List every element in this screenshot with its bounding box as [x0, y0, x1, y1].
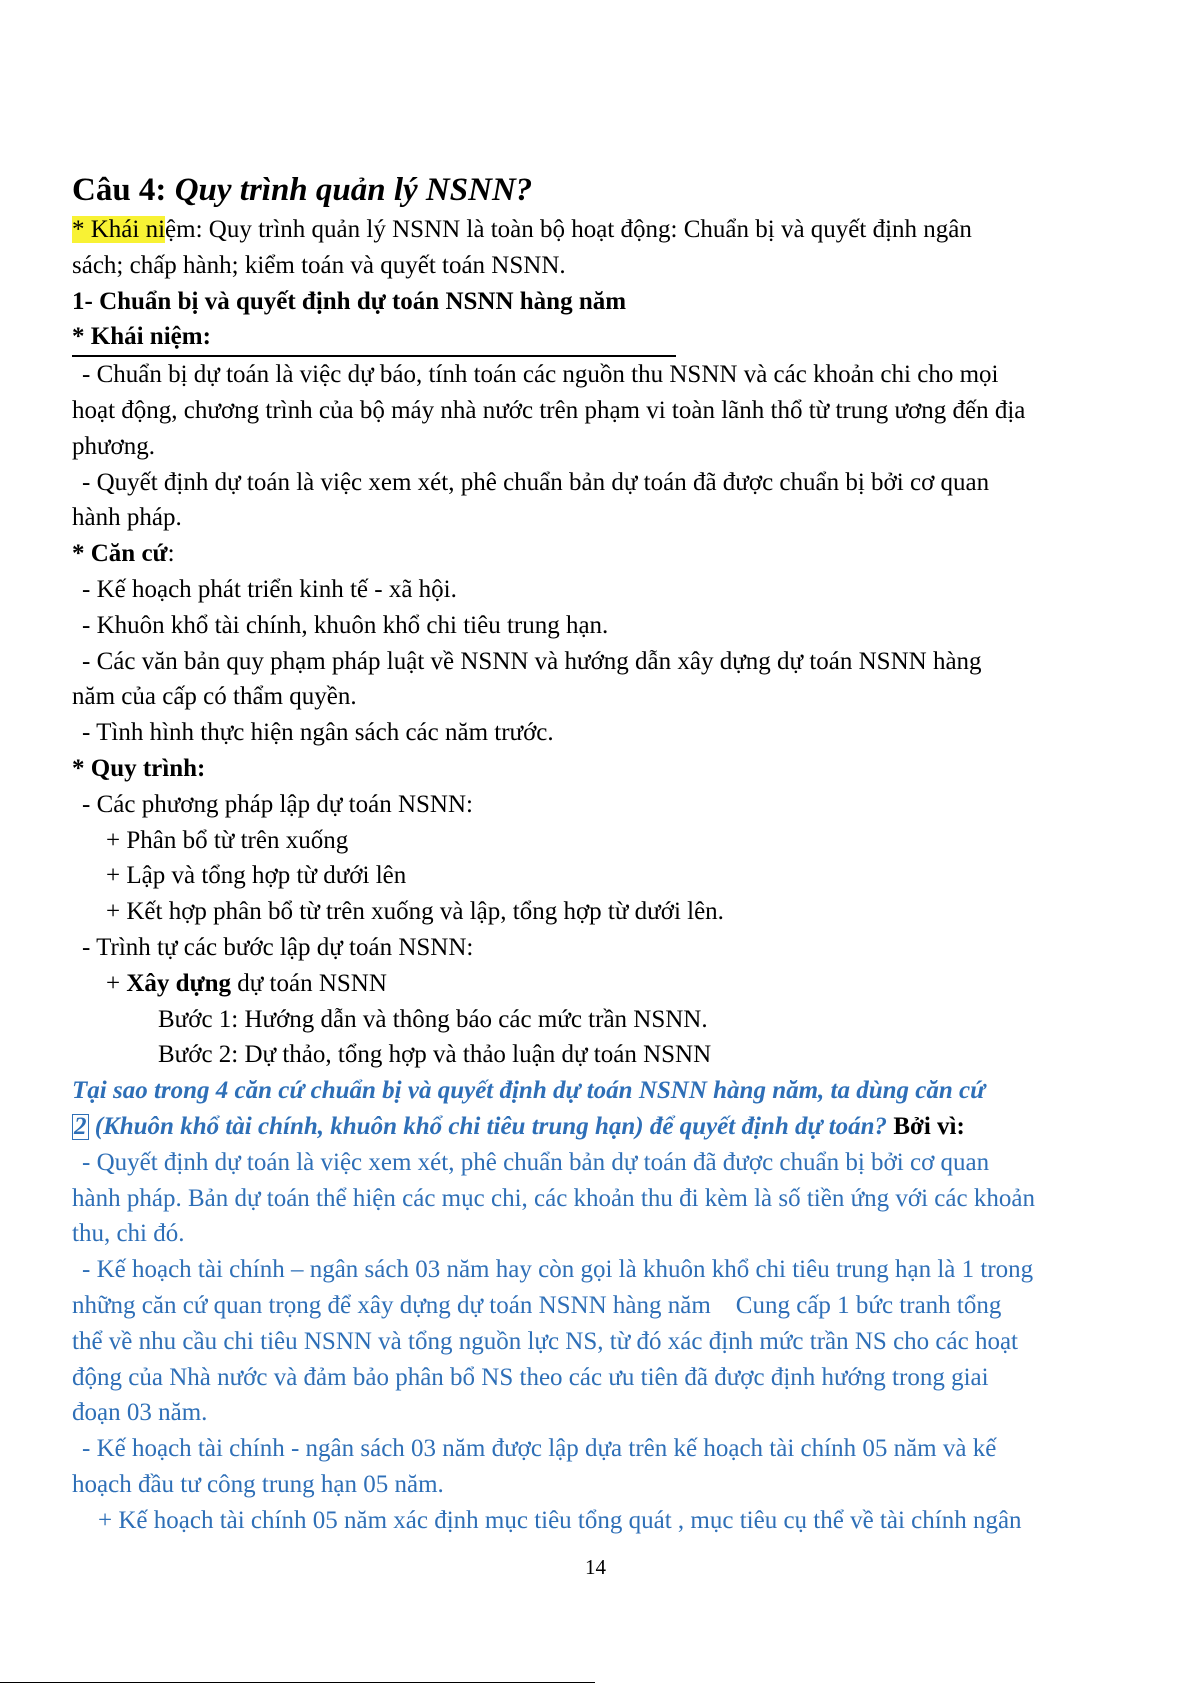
build-rest: dự toán NSNN [230, 969, 387, 997]
answer-line: - Quyết định dự toán là việc xem xét, phê chuẩn bản dự toán đã được chuẩn bị bởi cơ quan [82, 1148, 990, 1176]
concept-line: hành pháp. [72, 504, 182, 532]
question-line-2 [72, 1109, 1132, 1145]
question-line-1: Tại sao trong 4 căn cứ chuẩn bị và quyết định dự toán NSNN hàng năm, ta dùng căn cứ [72, 1077, 986, 1105]
methods-title: - Các phương pháp lập dự toán NSNN: [82, 790, 473, 818]
method-item: + Lập và tổng hợp từ dưới lên [106, 862, 407, 890]
document-page [72, 168, 1132, 1538]
basis-line: - Tình hình thực hiện ngân sách các năm trước. [82, 719, 554, 747]
intro-line-2: sách; chấp hành; kiểm toán và quyết toán NSNN. [72, 251, 566, 279]
build-bold: Xây dựng [126, 969, 231, 997]
method-item: + Phân bổ từ trên xuống [106, 826, 349, 854]
answer-line: đoạn 03 năm. [72, 1399, 208, 1427]
concept-line: hoạt động, chương trình của bộ máy nhà nước trên phạm vi toàn lãnh thổ từ trung ương đến địa [72, 396, 1026, 424]
page-number: 14 [585, 1555, 606, 1579]
question-number-box: 2 [74, 1112, 87, 1140]
concept-label-text: * Khái niệm: [72, 319, 676, 357]
answer-line: những căn cứ quan trọng để xây dựng dự toán NSNN hàng năm Cung cấp 1 bức tranh tổng [72, 1291, 1002, 1319]
intro-text: ệm: Quy trình quản lý NSNN là toàn bộ hoạt động: Chuẩn bị và quyết định ngân [165, 216, 972, 243]
concept-line: - Quyết định dự toán là việc xem xét, phê chuẩn bản dự toán đã được chuẩn bị bởi cơ quan [82, 468, 990, 496]
build-line [72, 966, 1132, 1002]
footer-divider [0, 1682, 595, 1683]
basis-label [72, 536, 1132, 572]
concept-label [72, 319, 1132, 357]
answer-line: thể về nhu cầu chi tiêu NSNN và tổng nguồn lực NS, từ đó xác định mức trần NS cho các hoạt [72, 1327, 1018, 1355]
step-item: Bước 2: Dự thảo, tổng hợp và thảo luận dự toán NSNN [158, 1041, 712, 1069]
step-item: Bước 1: Hướng dẫn và thông báo các mức trần NSNN. [158, 1005, 708, 1033]
answer-line: thu, chi đó. [72, 1220, 185, 1248]
process-label: * Quy trình: [72, 754, 206, 782]
intro-line-1 [72, 212, 1132, 248]
build-prefix: + [106, 969, 127, 997]
answer-line: động của Nhà nước và đảm bảo phân bổ NS theo các ưu tiên đã được định hướng trong giai [72, 1363, 989, 1391]
concept-line: - Chuẩn bị dự toán là việc dự báo, tính toán các nguồn thu NSNN và các khoản chi cho mọi [82, 361, 999, 389]
answer-line: + Kế hoạch tài chính 05 năm xác định mục tiêu tổng quát , mục tiêu cụ thể về tài chính ngân [98, 1506, 1022, 1534]
answer-line: hoạch đầu tư công trung hạn 05 năm. [72, 1470, 444, 1498]
highlighted-text: * Khái ni [72, 216, 166, 243]
steps-title: - Trình tự các bước lập dự toán NSNN: [82, 933, 474, 961]
answer-line: hành pháp. Bản dự toán thể hiện các mục chi, các khoản thu đi kèm là số tiền ứng với các khoản [72, 1184, 1035, 1212]
question-text: (Khuôn khổ tài chính, khuôn khổ chi tiêu trung hạn) để quyết định dự toán? [88, 1112, 888, 1140]
title-question: Quy trình quản lý NSNN? [174, 172, 533, 208]
title-prefix: Câu 4: [72, 172, 175, 208]
page-title [72, 168, 1132, 212]
basis-line: - Các văn bản quy phạm pháp luật về NSNN và hướng dẫn xây dựng dự toán NSNN hàng [82, 647, 982, 675]
method-item: + Kết hợp phân bổ từ trên xuống và lập, tổng hợp từ dưới lên. [106, 898, 724, 926]
answer-line: - Kế hoạch tài chính – ngân sách 03 năm hay còn gọi là khuôn khổ chi tiêu trung hạn là 1 trong [82, 1256, 1034, 1284]
answer-line: - Kế hoạch tài chính - ngân sách 03 năm được lập dựa trên kế hoạch tài chính 05 năm và kế [82, 1435, 997, 1463]
basis-label-text: * Căn cứ [72, 540, 168, 568]
concept-line: phương. [72, 432, 156, 460]
because-label: Bởi vì: [887, 1112, 965, 1140]
basis-line: - Kế hoạch phát triển kinh tế - xã hội. [82, 575, 457, 603]
basis-line: - Khuôn khổ tài chính, khuôn khổ chi tiêu trung hạn. [82, 611, 609, 639]
basis-colon: : [167, 540, 175, 568]
basis-line: năm của cấp có thẩm quyền. [72, 683, 357, 711]
section-heading: 1- Chuẩn bị và quyết định dự toán NSNN hàng năm [72, 287, 627, 315]
